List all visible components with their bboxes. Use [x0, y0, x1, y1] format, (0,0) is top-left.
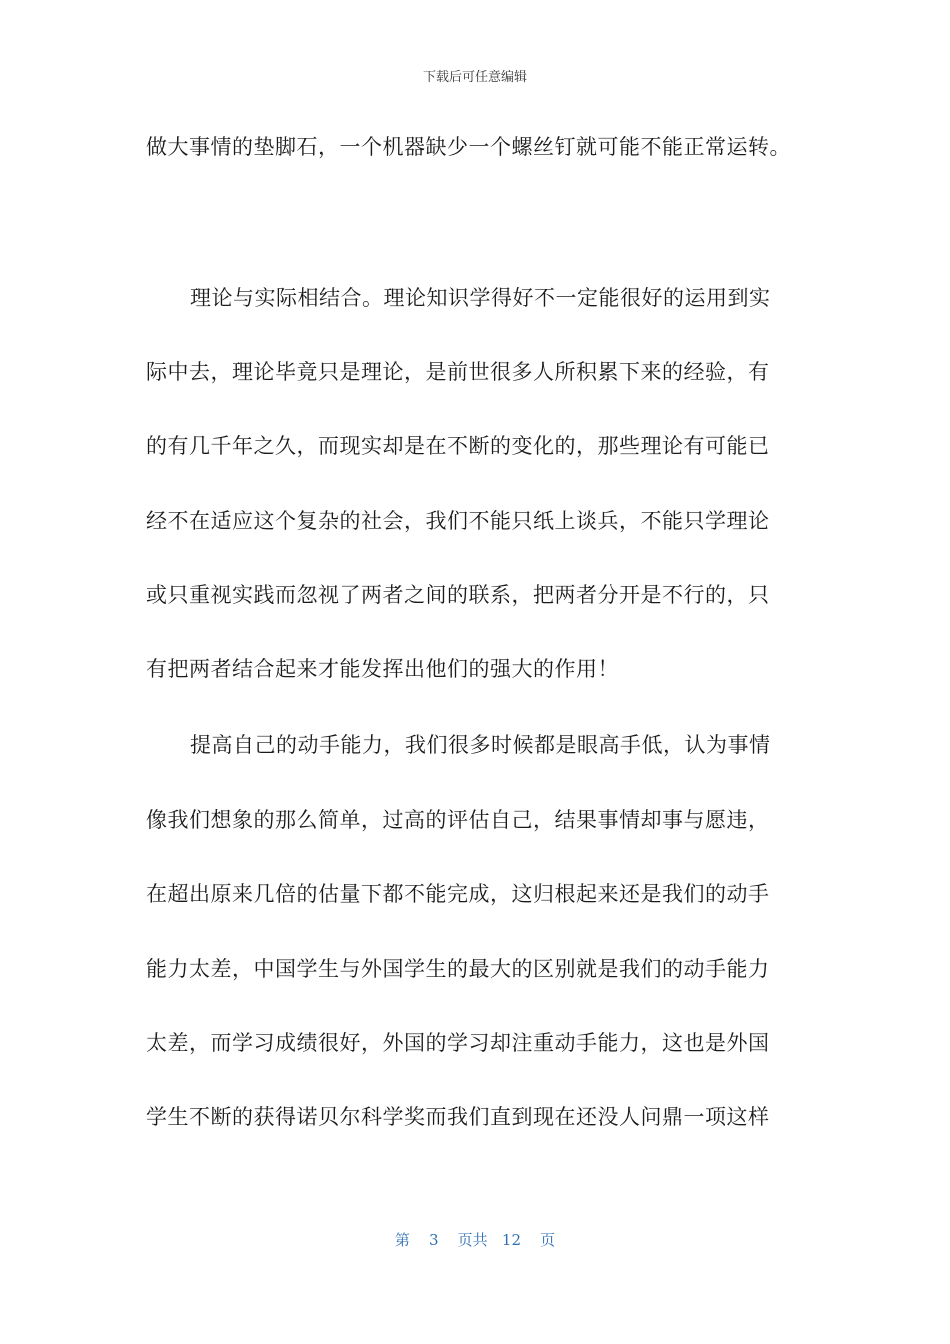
body-line-1: 做大事情的垫脚石，一个机器缺少一个螺丝钉就可能不能正常运转。 — [146, 135, 791, 159]
body-line-5: 经不在适应这个复杂的社会，我们不能只纸上谈兵，不能只学理论 — [146, 509, 770, 533]
body-line-3: 际中去，理论毕竟只是理论，是前世很多人所积累下来的经验，有 — [146, 360, 770, 384]
body-line-4: 的有几千年之久，而现实却是在不断的变化的，那些理论有可能已 — [146, 434, 770, 458]
body-line-11: 能力太差，中国学生与外国学生的最大的区别就是我们的动手能力 — [146, 957, 770, 981]
body-line-2: 理论与实际相结合。理论知识学得好不一定能很好的运用到实 — [190, 286, 771, 310]
body-line-10: 在超出原来几倍的估量下都不能完成，这归根起来还是我们的动手 — [146, 882, 770, 906]
page-footer — [0, 1229, 950, 1250]
footer-page-middle: 页共 — [457, 1231, 488, 1249]
footer-page-total: 12 — [501, 1231, 522, 1249]
footer-page-current: 3 — [428, 1231, 439, 1249]
footer-page-prefix: 第 — [394, 1231, 410, 1249]
body-line-12: 太差，而学习成绩很好，外国的学习却注重动手能力，这也是外国 — [146, 1031, 770, 1055]
body-line-6: 或只重视实践而忽视了两者之间的联系，把两者分开是不行的，只 — [146, 583, 770, 607]
body-line-8: 提高自己的动手能力，我们很多时候都是眼高手低，认为事情 — [190, 733, 771, 757]
footer-page-suffix: 页 — [540, 1231, 556, 1249]
body-line-13: 学生不断的获得诺贝尔科学奖而我们直到现在还没人问鼎一项这样 — [146, 1105, 770, 1129]
body-line-7: 有把两者结合起来才能发挥出他们的强大的作用！ — [146, 657, 619, 681]
body-line-9: 像我们想象的那么简单，过高的评估自己，结果事情却事与愿违， — [146, 808, 770, 832]
page-header: 下载后可任意编辑 — [422, 70, 527, 85]
